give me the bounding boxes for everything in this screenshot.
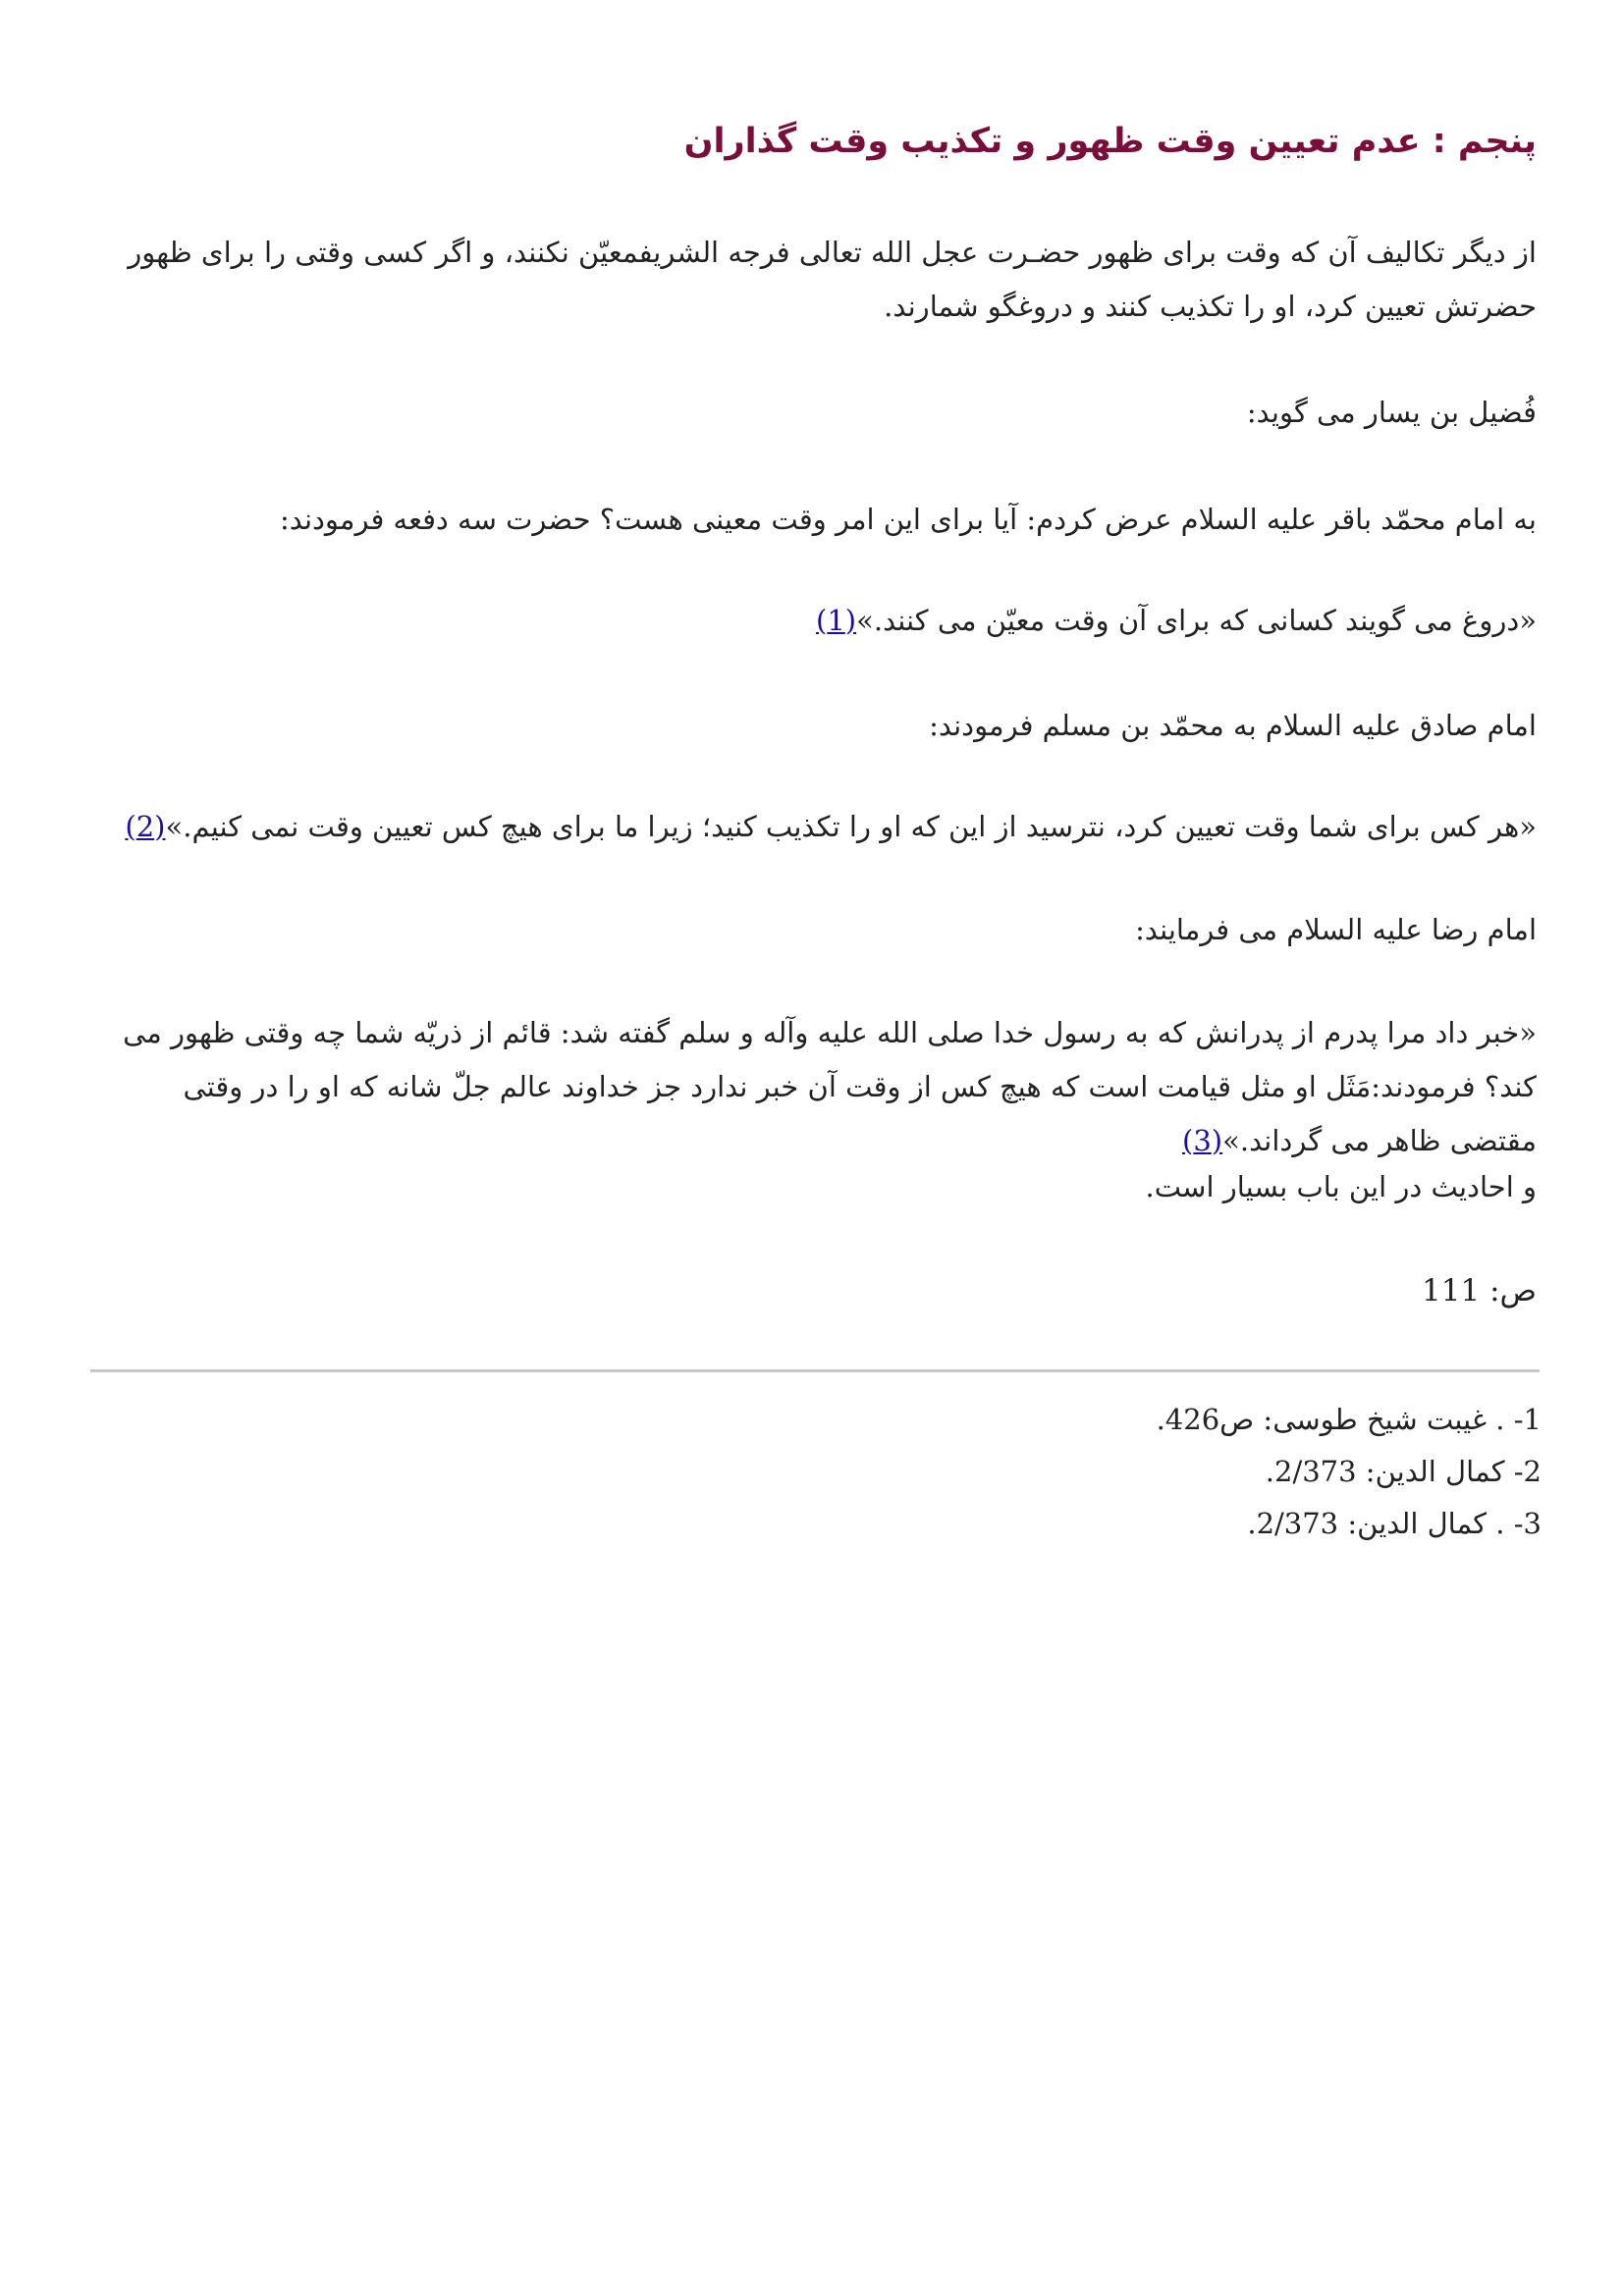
paragraph-text: و احادیث در این باب بسیار است.	[1145, 1170, 1537, 1203]
section-heading: پنجم : عدم تعیین وقت ظهور و تکذیب وقت گذاران	[683, 122, 1537, 161]
paragraph-text: امام رضا علیه السلام می فرمایند:	[1135, 913, 1537, 946]
footnote-item: 1- . غیبت شیخ طوسی: ص426.	[1156, 1403, 1542, 1436]
paragraph	[88, 903, 1537, 957]
paragraph-text: «دروغ می گویند کسانی که برای آن وقت معیّن می کنند.»	[856, 604, 1537, 637]
footnote-item: 3- . کمال الدین: 2/373.	[1247, 1507, 1542, 1540]
paragraph-text: فُضیل بن یسار می گوید:	[1246, 396, 1537, 429]
page-number-text: ص: 111	[1422, 1273, 1537, 1308]
footnote-divider	[90, 1369, 1540, 1372]
paragraph	[88, 493, 1537, 547]
footnote-link-2[interactable]: (2)	[125, 810, 166, 843]
paragraph	[88, 386, 1537, 440]
paragraph	[88, 1160, 1537, 1214]
paragraph-text: امام صادق علیه السلام به محمّد بن مسلم فرمودند:	[929, 709, 1537, 742]
paragraph	[88, 226, 1537, 334]
paragraph-text: از دیگر تکالیف آن که وقت برای ظهور حضـرت عجل الله تعالی فرجه الشریفمعیّن نکنند، و اگر کسی وقتی را برای ظهور حضرتش تعیین کرد، او را تکذیب کنند و دروغگو شمارند.	[128, 236, 1537, 323]
page-number	[88, 1264, 1537, 1318]
paragraph	[88, 1006, 1537, 1168]
paragraph-text: «خبر داد مرا پدرم از پدرانش که به رسول خدا صلی الله علیه وآله و سلم گفته شد: قائم از ذریّه شما چه وقتی ظهور می کند؟ فرمودند:مَثَل او مثل قیامت است که هیچ کس از وقت آن خبر ندارد جز خداوند عالم جلّ شانه که او را در وقتی مقتضی ظاهر می گرداند.»	[123, 1016, 1537, 1157]
footnotes-list	[88, 1394, 1542, 1550]
footnote-link-3[interactable]: (3)	[1182, 1124, 1223, 1157]
paragraph	[88, 800, 1537, 854]
paragraph	[88, 594, 1537, 648]
paragraph-text: به امام محمّد باقر علیه السلام عرض کردم: آیا برای این امر وقت معینی هست؟ حضرت سه دفعه فرمودند:	[279, 503, 1537, 536]
footnote-link-1[interactable]: (1)	[816, 604, 857, 637]
paragraph	[88, 699, 1537, 753]
footnote-item: 2- کمال الدین: 2/373.	[1265, 1455, 1542, 1488]
paragraph-text: «هر کس برای شما وقت تعیین کرد، نترسید از این که او را تکذیب کنید؛ زیرا ما برای هیچ کس تعیین وقت نمی کنیم.»	[165, 810, 1537, 843]
